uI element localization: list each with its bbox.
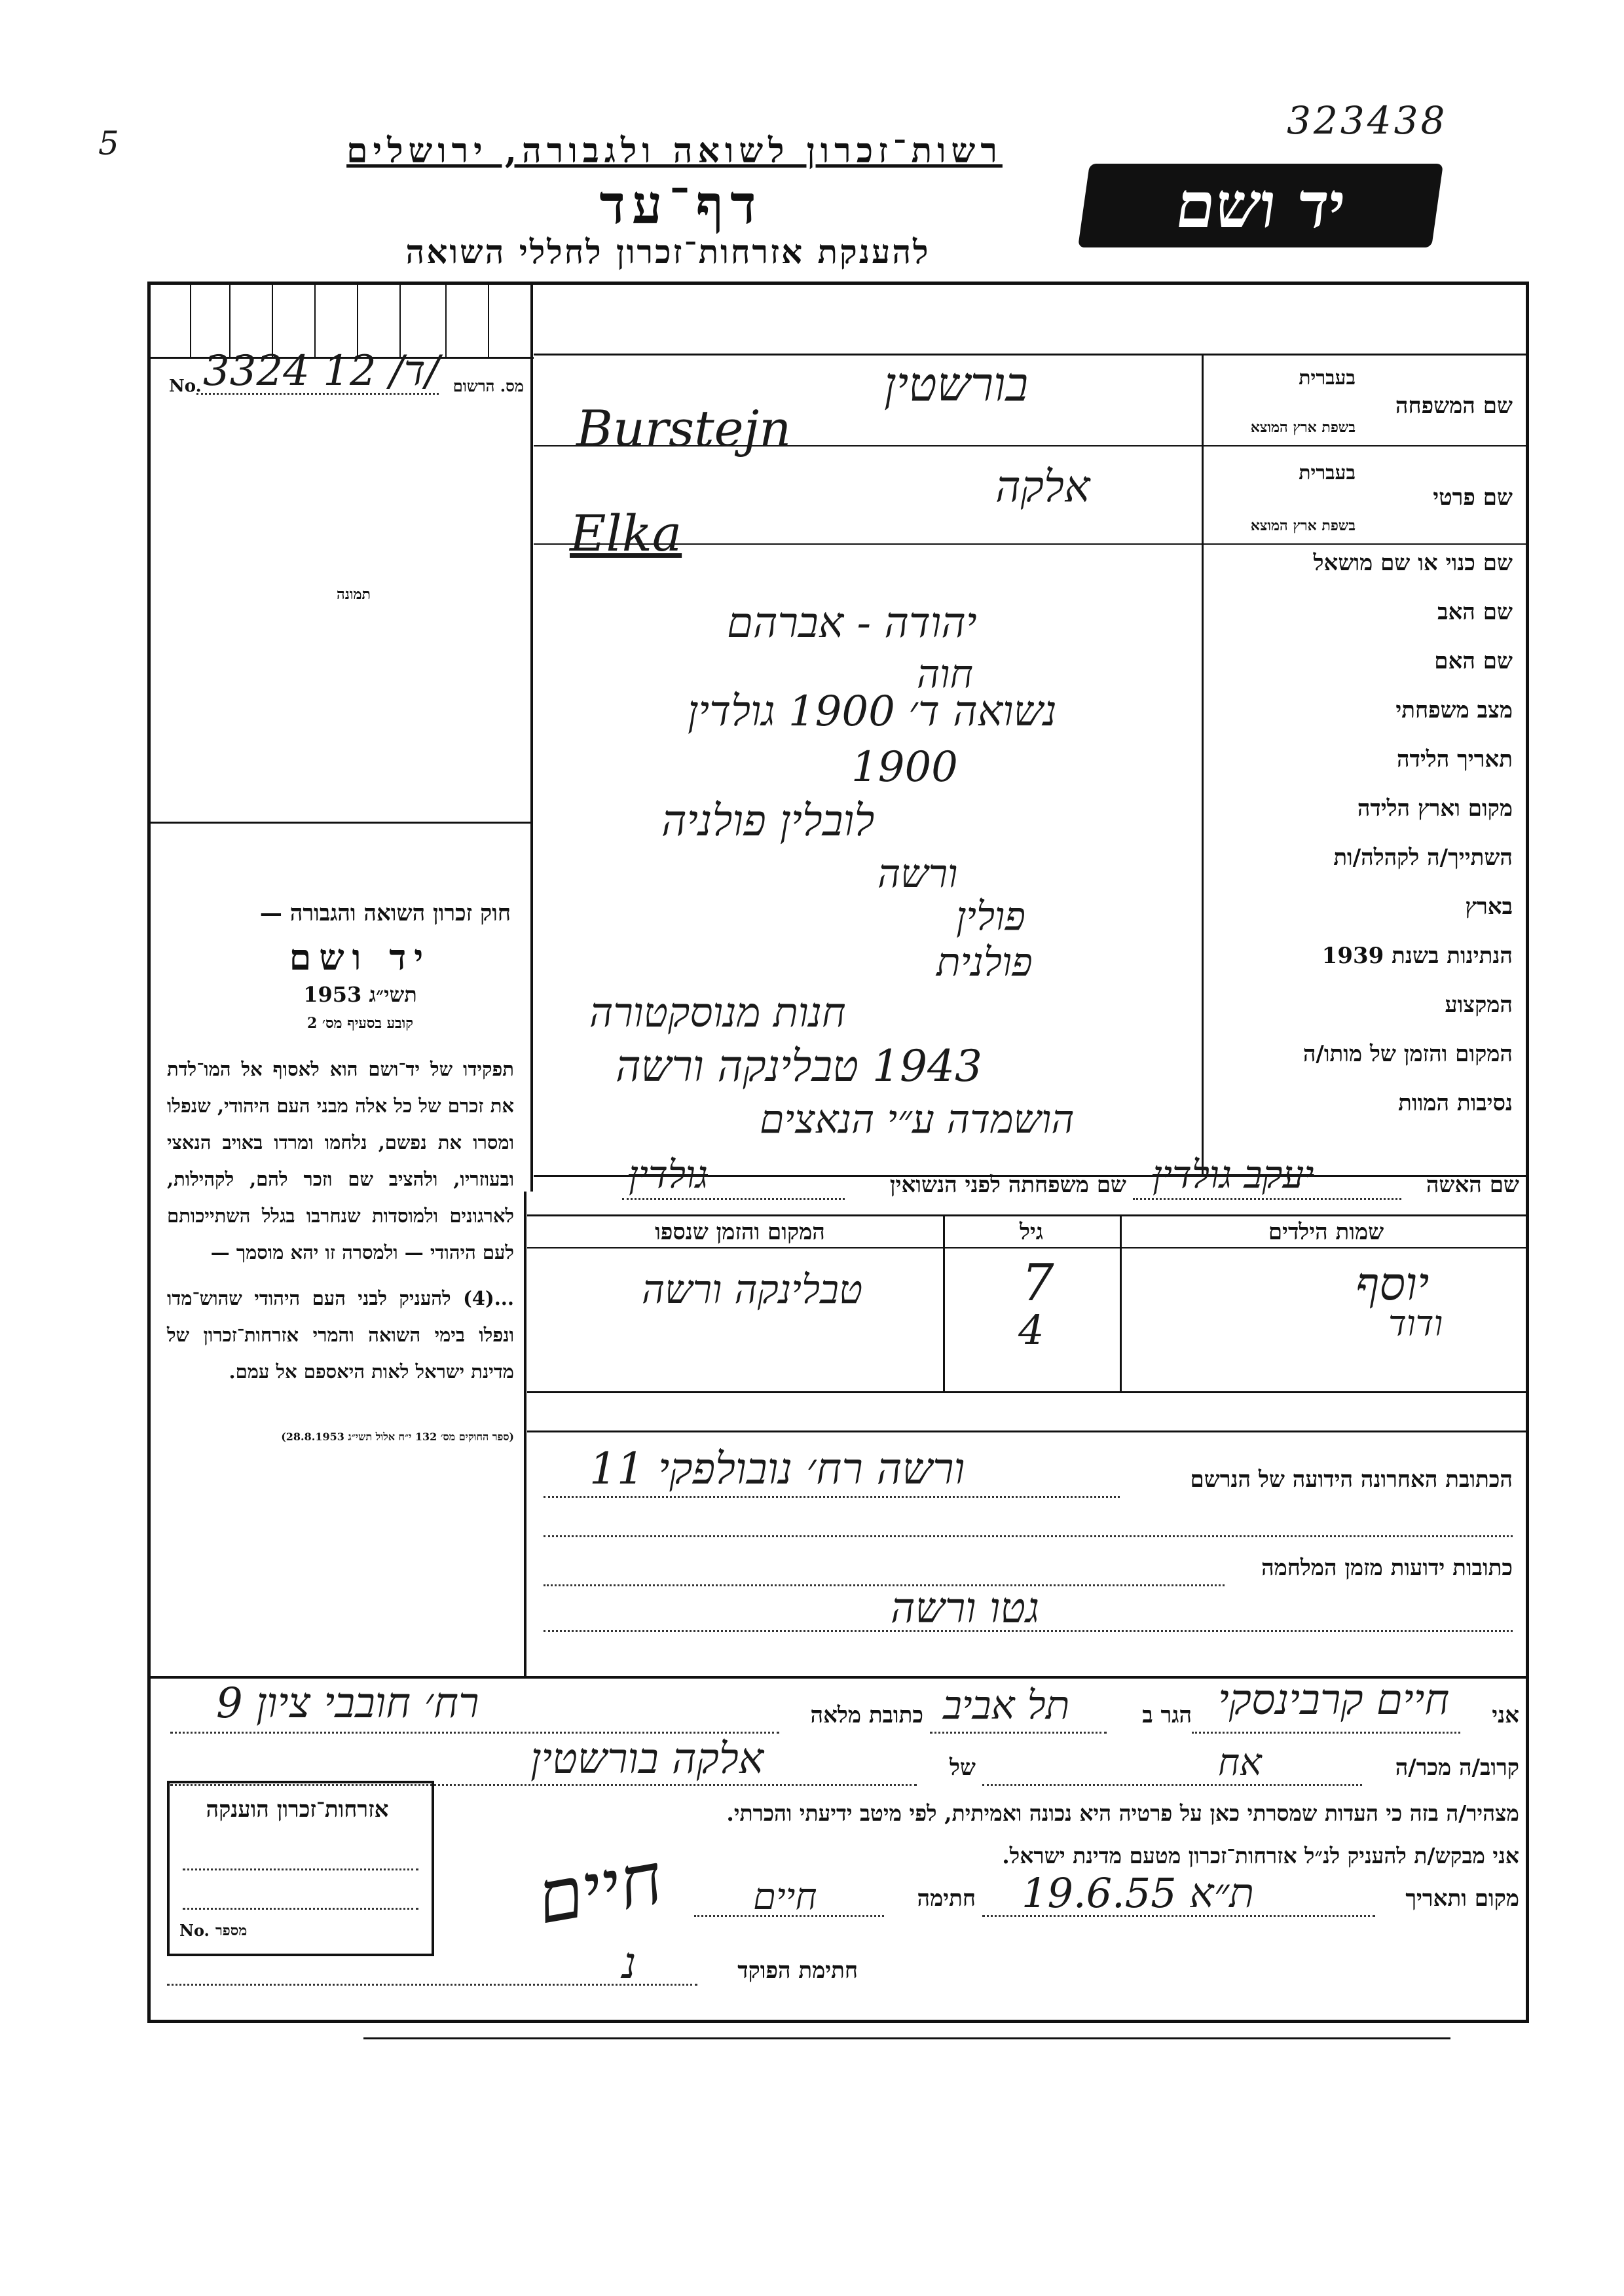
citizenship-label: הנתינות בשנת 1939 <box>1321 943 1513 969</box>
officer-label: חתימת הפוקד <box>737 1958 858 1984</box>
spouse-value: יעקב גולדין <box>1153 1152 1314 1197</box>
war-address-value: גטו ורשה <box>891 1584 1040 1633</box>
reg-no-prefix: No. <box>169 376 202 396</box>
label-col-divider <box>1202 354 1204 1175</box>
photo-box-bottom <box>147 822 530 824</box>
top-rule <box>534 354 1529 355</box>
last-address-label: הכתובת האחרונה הידועה של הנרשם <box>1190 1467 1513 1493</box>
death-cause-label: נסיבות המוות <box>1398 1090 1513 1116</box>
of-label: של <box>950 1755 976 1781</box>
spouse-label: שם האשה <box>1426 1172 1519 1198</box>
yad-vashem-logo: יד ושם <box>1078 164 1443 247</box>
relation-value: אח <box>1218 1741 1262 1784</box>
birth-place-label: מקום וארץ הלידה <box>1357 795 1513 822</box>
relation-dotted <box>982 1784 1362 1786</box>
header-authority: רשות־זכרון לשואה ולגבורה, ירושלים <box>346 131 1003 171</box>
mother-value: חוה <box>917 651 974 697</box>
reg-value: 3324 ד/ 12/ <box>203 347 440 395</box>
granted-line-1 <box>183 1868 418 1870</box>
address-dotted-2 <box>544 1535 1513 1537</box>
place-date-value: ת״א 19.6.55 <box>1022 1869 1254 1917</box>
cell-line <box>445 285 447 357</box>
family-hebrew-label: בעברית <box>1299 367 1356 390</box>
city-dotted <box>930 1732 1107 1734</box>
granted-number-label: מספר <box>215 1922 248 1939</box>
mother-label: שם האם <box>1434 648 1513 674</box>
child-age-2: 4 <box>1018 1306 1044 1354</box>
family-origin-label: בשפת ארץ המוצא <box>1250 419 1356 436</box>
first-origin-label: בשפת ארץ המוצא <box>1250 517 1356 534</box>
first-name-hebrew: אלקה <box>995 462 1090 512</box>
maiden-value: גולדין <box>629 1152 709 1197</box>
declaration-text: מצהיר/ה בזה כי העדות שמסרתי כאן על פרטיה היא נכונה ואמיתית, לפי מיטב ידיעתי והכרתי. <box>726 1800 1519 1826</box>
granted-no: No. <box>179 1921 210 1940</box>
law-source: (ספר החוקים מס׳ 132 י״ח אלול תשי״ג 28.8.1953) <box>281 1430 514 1443</box>
first-name-label: שם פרטי <box>1433 484 1513 511</box>
children-names-header: שמות הילדים <box>1268 1219 1384 1245</box>
cell-line <box>357 285 358 357</box>
children-age-header: גיל <box>1019 1219 1044 1245</box>
request-text: אני מבקש/ת להעניק לנ״ל אזרחות־זכרון מטעם מדינת ישראל. <box>1002 1843 1519 1868</box>
birth-date-value: 1900 <box>851 743 958 792</box>
profession-value: חנות מנוסקטורה <box>589 989 846 1036</box>
cell-line <box>488 285 489 357</box>
family-name-origin: Burstejn <box>576 399 792 458</box>
declarant-address: רח׳ חובבי ציון 9 <box>216 1679 479 1728</box>
header-subtitle: להענקת אזרחות־זכרון לחללי השואה <box>405 232 931 271</box>
death-place-label: המקום והזמן של מותו/ה <box>1302 1041 1513 1067</box>
spouse-dotted <box>1133 1198 1401 1200</box>
granted-box <box>167 1781 434 1956</box>
address-top <box>527 1430 1529 1432</box>
country-label: בארץ <box>1465 894 1513 920</box>
father-value: יהודה - אברהם <box>727 599 977 647</box>
maiden-label: שם משפחתה לפני הנשואין <box>889 1172 1126 1198</box>
signature-scrawl: חיים <box>530 1836 669 1941</box>
children-col-2 <box>1120 1214 1122 1391</box>
cell-line <box>399 285 401 357</box>
law-paragraph-1: תפקידו של יד־ושם הוא לאסוף אל המו־לדת את זכרם של כל אלה מבני העם היהודי, שנפלו ומסרו את נפשם, נלחמו ומרדו באויב הנאצי ובעוזריו, ולהציב שם וזכר להם, לקהילות, לארגונים ולמוסדות שנחרבו בגלל השתייכותם לעם היהודי — ולמסרה זו יהא מוסמך — <box>167 1058 514 1264</box>
birth-place-value: לובלין פולניה <box>661 795 875 846</box>
family-name-hebrew: בורשטין <box>884 357 1029 412</box>
law-clause: קובע בסעיף מס׳ 2 <box>306 1015 414 1032</box>
last-address-dotted <box>544 1496 1120 1498</box>
children-head-rule <box>527 1247 1529 1248</box>
child-name-1: יוסף <box>1356 1257 1430 1311</box>
citizenship-value: פולנית <box>936 939 1033 985</box>
signature-label: חתימה <box>917 1886 976 1912</box>
declarant-name-dotted <box>1192 1732 1460 1734</box>
community-label: השתייך/ה לקהלה/ות <box>1333 845 1513 871</box>
frame-bottom <box>147 2020 1529 2023</box>
cell-line <box>229 285 231 357</box>
country-value: פולין <box>956 894 1025 939</box>
header-title: דף־עד <box>599 173 763 236</box>
left-col-divider <box>530 282 533 1192</box>
children-bottom <box>527 1391 1529 1393</box>
frame-left <box>147 282 151 2023</box>
place-date-label: מקום ותאריך <box>1405 1886 1519 1912</box>
granted-box-title: אזרחות־זכרון הוענקה <box>206 1796 389 1823</box>
cell-line <box>190 285 191 357</box>
left-col-divider-lower <box>524 1192 526 1676</box>
children-col-1 <box>943 1214 945 1391</box>
law-title: חוק זכרון השואה והגבורה — <box>259 900 511 926</box>
corner-mark: 5 <box>98 124 119 162</box>
first-name-origin: Elka <box>570 504 682 562</box>
stamp-number: 323438 <box>1287 98 1448 143</box>
birth-date-label: תאריך הלידה <box>1396 746 1513 773</box>
marital-value: נשואה ד׳ 1900 גולדין <box>688 687 1057 736</box>
cell-line <box>314 285 316 357</box>
full-address-label: כתובת מלאה <box>810 1702 923 1728</box>
address-line-dotted <box>170 1732 779 1734</box>
war-address-label: כתובות ידועות מזמן המלחמה <box>1261 1555 1513 1581</box>
law-name: יד ושם <box>289 936 432 978</box>
first-hebrew-label: בעברית <box>1299 462 1356 484</box>
child-name-2: ודוד <box>1388 1303 1443 1344</box>
of-name-value: אלקה בורשטין <box>530 1735 764 1783</box>
family-name-label: שם המשפחה <box>1395 393 1513 419</box>
row-line-2 <box>534 543 1529 545</box>
declarant-i: אני <box>1492 1702 1519 1728</box>
children-place-header: המקום והזמן שנספו <box>655 1219 825 1245</box>
war-address-dotted <box>544 1584 1225 1586</box>
reg-label: מס. הרשום <box>452 376 524 395</box>
declarant-name: חיים קרבינסקי <box>1218 1676 1450 1724</box>
officer-signature: נ <box>622 1938 637 1988</box>
community-value: ורשה <box>877 851 958 897</box>
signature-dotted <box>694 1915 884 1917</box>
address-dotted-3 <box>544 1630 1513 1632</box>
officer-dotted <box>167 1984 697 1986</box>
frame-right <box>1526 282 1529 2023</box>
declarant-city: תל אביב <box>943 1683 1070 1728</box>
signature-value: חיים <box>753 1876 817 1918</box>
death-place-value: 1943 טבלינקה ורשה <box>616 1041 982 1091</box>
frame-bottom2 <box>363 2037 1450 2039</box>
maiden-dotted <box>622 1198 845 1200</box>
frame-top <box>147 282 1529 285</box>
nickname-label: שם כנוי או שם מושאל <box>1313 550 1513 576</box>
granted-line-2 <box>183 1908 418 1910</box>
place-date-dotted <box>982 1915 1375 1917</box>
law-paragraph-2: ...(4) להעניק לבני העם היהודי שהוש־מדו ונפלו בימי השואה והמרי אזרחות־זכרון של מדינת ישראל לאות היאספם אל עמם. <box>167 1287 514 1383</box>
relative-label: קרוב/ה מכר/ה <box>1395 1755 1519 1781</box>
child-place: טבלינקה ורשה <box>642 1267 863 1313</box>
child-age-1: 7 <box>1022 1254 1054 1313</box>
death-cause-value: הושמדה ע״י הנאצים <box>760 1097 1075 1142</box>
cell-line <box>272 285 273 357</box>
last-address-value: ורשה רח׳ נובולפקי 11 <box>589 1444 965 1494</box>
resides-label: הגר ב <box>1142 1702 1192 1728</box>
children-top <box>527 1214 1529 1216</box>
photo-label: תמונה <box>337 586 371 603</box>
marital-label: מצב משפחתי <box>1395 697 1513 723</box>
law-year: תשי״ג 1953 <box>303 982 417 1007</box>
father-label: שם האב <box>1437 599 1513 625</box>
profession-label: המקצוע <box>1445 992 1513 1018</box>
